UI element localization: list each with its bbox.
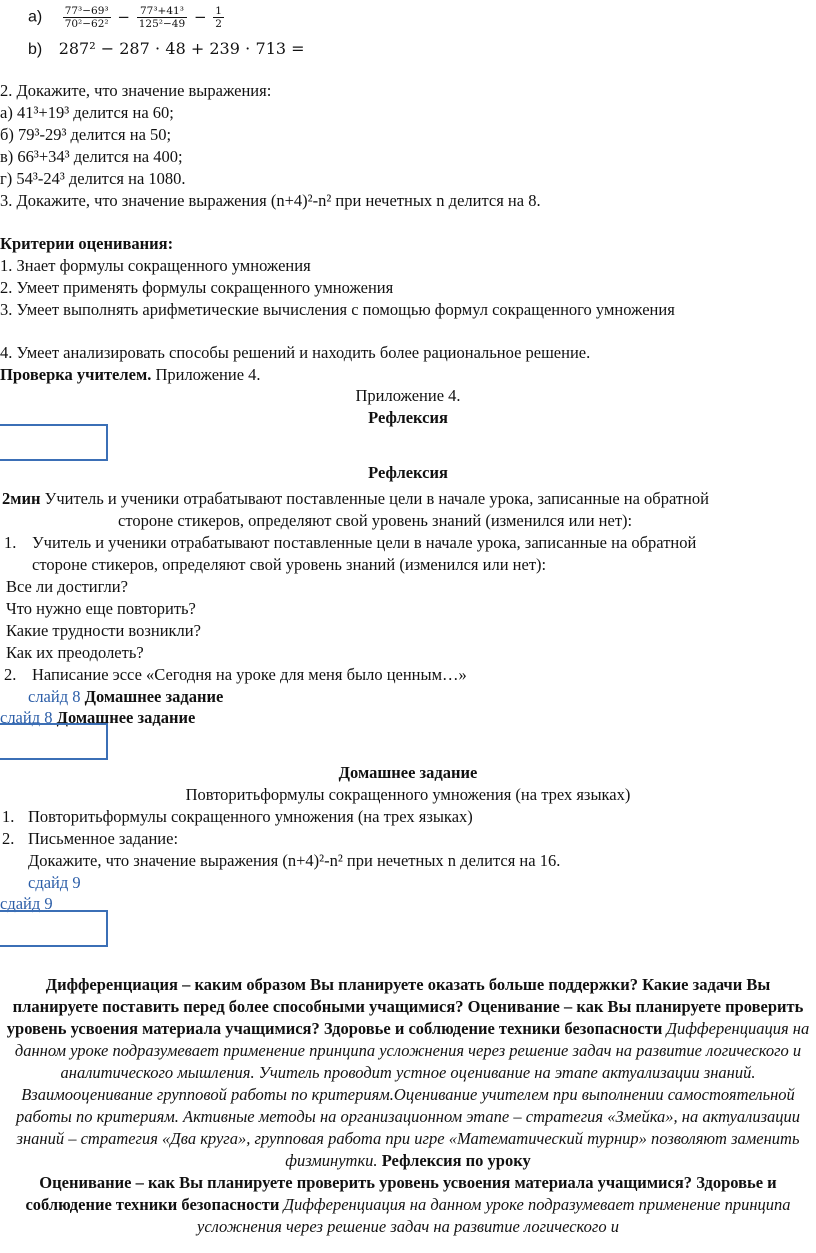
slide-8-link[interactable]: слайд 8: [0, 708, 53, 727]
criteria-item: 2. Умеет применять формулы сокращенного умножения: [0, 278, 394, 297]
task-2-item: б) 79³-29³ делится на 50;: [0, 125, 172, 144]
task-a-label: a): [28, 8, 43, 26]
homework-label: Домашнее задание: [56, 708, 196, 727]
homework-label: Домашнее задание: [84, 687, 224, 706]
final-assessment-question: Оценивание – как Вы планируете проверить уровень усвоения материала учащимися?: [39, 1173, 693, 1192]
task-2-item: г) 54³-24³ делится на 1080.: [0, 169, 186, 188]
fraction-1-denominator: 70²−62²: [64, 18, 109, 30]
task-b-label: b): [28, 41, 43, 58]
differentiation-answer: Дифференциация на данном уроке подразумевает применение принципа усложнения через решение задач на развитие логического и аналитического мышления.: [14, 1019, 810, 1082]
homework-title: Домашнее задание: [338, 763, 478, 782]
fraction-3: [213, 5, 224, 30]
criteria-title: Критерии оценивания:: [0, 234, 174, 253]
teacher-check-bold: Проверка учителем.: [0, 365, 152, 384]
fraction-2-numerator: 77³+41³: [137, 5, 187, 18]
blue-frame: [0, 723, 108, 760]
homework-line: [0, 784, 816, 806]
appendix-label: Приложение 4.: [355, 386, 461, 405]
fraction-3-denominator: 2: [215, 18, 222, 30]
reflection-text-2: стороне стикеров, определяют свой уровень знаний (изменился или нет):: [118, 511, 633, 530]
task-b-expression: 287² − 287 ⋅ 48 + 239 ⋅ 713 =: [58, 39, 305, 58]
criteria-item: 4. Умеет анализировать способы решений и находить более рациональное решение.: [0, 343, 591, 362]
homework-line-text: Повторитьформулы сокращенного умножения (на трех языках): [185, 785, 631, 804]
homework-item: Письменное задание:: [28, 829, 179, 848]
task-2-intro: 2. Докажите, что значение выражения:: [0, 81, 272, 100]
assessment-question: Оценивание – как Вы планируете проверить уровень усвоения материала учащимися?: [6, 997, 804, 1038]
question: Как их преодолеть?: [6, 643, 144, 662]
task-a: a) $\frac{\text{77³−69³}}{\text{70²−62²}}$ − $\frac{\text{77³+41³}}{\text{125²−49}}$ − $\frac{1}{2}$: [28, 5, 222, 30]
teacher-check: [0, 364, 261, 386]
list-1-number: 1.: [4, 533, 17, 552]
final-differentiation-answer: Дифференциация на данном уроке подразумевает применение принципа усложнения через решение задач на развитие логического и: [197, 1195, 791, 1236]
final-safety-question: Здоровье и соблюдение техники безопасности: [25, 1173, 777, 1214]
list-1-line-a: Учитель и ученики отрабатывают поставленные цели в начале урока, записанные на обратной: [32, 533, 697, 552]
slide-8-link[interactable]: слайд 8: [28, 687, 81, 706]
slide-9-line-a: [28, 872, 81, 894]
safety-question: Здоровье и соблюдение техники безопасности: [319, 1019, 663, 1038]
differentiation-paragraph: [6, 974, 810, 1238]
teacher-check-rest: Приложение 4.: [151, 365, 261, 384]
blue-frame: [0, 910, 108, 947]
question: Что нужно еще повторить?: [6, 599, 196, 618]
homework-task: Докажите, что значение выражения (n+4)²-n² при нечетных n делится на 16.: [28, 851, 561, 870]
fraction-1-numerator: 77³−69³: [64, 5, 109, 17]
task-2-item: в) 66³+34³ делится на 400;: [0, 147, 183, 166]
slide-9-link[interactable]: сдайд 9: [0, 894, 53, 913]
homework-item-number: 2.: [2, 829, 15, 848]
task-2-item: а) 41³+19³ делится на 60;: [0, 103, 174, 122]
task-3: 3. Докажите, что значение выражения (n+4)²-n² при нечетных n делится на 8.: [0, 191, 541, 210]
fraction-1: [63, 5, 111, 30]
fraction-2: [137, 5, 187, 30]
homework-item-number: 1.: [2, 807, 15, 826]
reflection-text-1: Учитель и ученики отрабатывают поставленные цели в начале урока, записанные на обратной: [40, 489, 709, 508]
question: Все ли достигли?: [6, 577, 128, 596]
homework-item: Повторитьформулы сокращенного умножения (на трех языках): [28, 807, 473, 826]
reflection-time: 2мин: [2, 489, 41, 508]
reflection-title: Рефлексия: [368, 463, 448, 482]
list-2-text: Написание эссе «Сегодня на уроке для меня было ценным…»: [32, 665, 467, 684]
lesson-reflection-label: Рефлексия по уроку: [381, 1151, 531, 1170]
reflection-heading-1: [0, 407, 816, 429]
safety-answer: Активные методы на организационном этапе – стратегия «Змейка», на актуализации знаний – стратегия «Два круга», групповая работа при игре «Математический турнир» позволяют заменить физминутки.: [16, 1107, 801, 1170]
blue-frame: [0, 424, 108, 461]
differentiation-question: Дифференциация – каким образом Вы планируете оказать больше поддержки? Какие задачи Вы планируете поставить перед более способными учащимися?: [12, 975, 771, 1016]
list-2-number: 2.: [4, 665, 17, 684]
fraction-3-numerator: 1: [215, 5, 222, 17]
slide-8-line-a: [28, 686, 223, 708]
criteria-item: 1. Знает формулы сокращенного умножения: [0, 256, 311, 275]
reflection-heading-text: Рефлексия: [368, 408, 448, 427]
criteria-item: 3. Умеет выполнять арифметические вычисления с помощью формул сокращенного умножения: [0, 300, 675, 319]
slide-9-link[interactable]: сдайд 9: [28, 873, 81, 892]
assessment-answer: Учитель проводит устное оценивание на этапе актуализации знаний. Взаимооценивание групповой работы по критериям.Оценивание учителем при выполнении самостоятельной работы по критериям.: [15, 1063, 795, 1126]
task-b: [28, 38, 305, 61]
list-1-line-b: стороне стикеров, определяют свой уровень знаний (изменился или нет):: [32, 555, 547, 574]
fraction-2-denominator: 125²−49: [138, 18, 186, 30]
reflection-intro: [2, 488, 709, 510]
question: Какие трудности возникли?: [6, 621, 201, 640]
